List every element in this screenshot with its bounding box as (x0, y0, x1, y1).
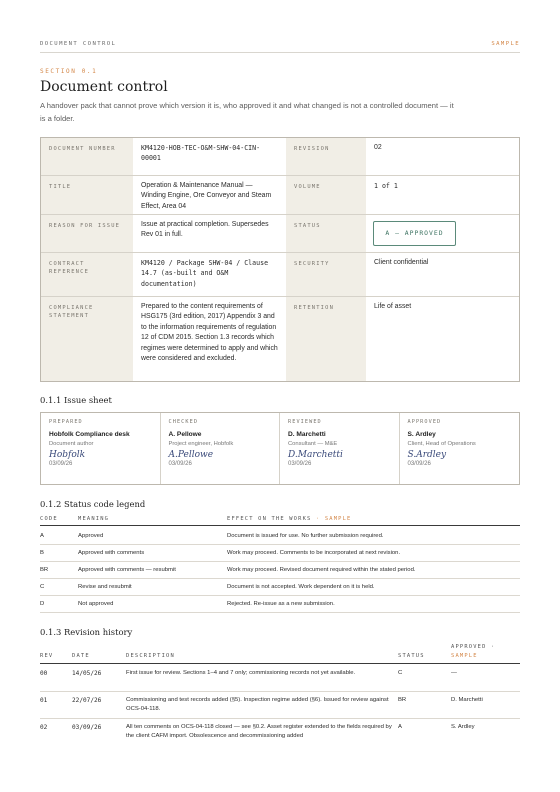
rev-number: 01 (40, 697, 48, 704)
col-header-effect-sep: · (311, 516, 325, 522)
dc-label: VOLUME (286, 176, 366, 214)
legend-meaning: Approved (78, 533, 104, 539)
legend-code: C (40, 584, 45, 590)
rev-approved: — (451, 670, 457, 676)
revision-value: 02 (374, 144, 382, 151)
issue-date: 03/09/26 (407, 461, 431, 467)
col-header-rev: REV (40, 653, 54, 659)
issue-label: REVIEWED (288, 419, 322, 425)
rev-date: 14/05/26 (72, 670, 102, 677)
dc-label: TITLE (41, 176, 133, 214)
sample-mark: SAMPLE (491, 41, 520, 47)
rev-description: Commissioning and test records added (§5). Inspection regime added (§6). Issued for review against OCS-04-118. (126, 697, 389, 712)
issue-role: Consultant — M&E (288, 441, 338, 447)
revision-history-heading: 0.1.3 Revision history (40, 627, 133, 637)
retention-value: Life of asset (374, 303, 412, 310)
rev-status: A (398, 724, 402, 730)
signature: Hobfolk (49, 450, 86, 460)
issue-name: S. Ardley (407, 431, 436, 438)
dc-label: CONTRACT REFERENCE (41, 253, 133, 296)
rev-description: First issue for review. Sections 1–4 and 7 only; commissioning records not yet available. (126, 670, 356, 676)
issue-cell-checked (161, 413, 281, 484)
legend-code: A (40, 533, 44, 539)
dc-label: STATUS (286, 215, 366, 252)
legend-row (40, 527, 520, 545)
dc-row-document-number (41, 138, 519, 176)
issue-name: A. Pellowe (168, 431, 202, 438)
signature: A.Pellowe (168, 450, 214, 460)
col-header-approved: APPROVED · (451, 644, 496, 650)
section-label: SECTION 0.1 (40, 68, 98, 75)
dc-row-contract (41, 253, 519, 297)
security-value: Client confidential (374, 259, 429, 266)
revision-row (40, 692, 520, 719)
col-header-date: DATE (72, 653, 90, 659)
title-value: Operation & Maintenance Manual — Winding Engine, Ore Conveyor and Steam Effect, Area 04 (141, 182, 272, 210)
volume-value: 1 of 1 (374, 182, 398, 190)
document-number-value: KM4120-HOB-TEC-O&M-SHW-04-CIN-00001 (141, 144, 261, 163)
issue-cell-prepared (41, 413, 161, 484)
issue-sheet-table (40, 412, 520, 485)
dc-label: REASON FOR ISSUE (41, 215, 133, 252)
contract-value: KM4120 / Package SHW-04 / Clause 14.7 (as-built and O&M documentation) (141, 259, 269, 288)
rev-date: 03/09/26 (72, 724, 102, 731)
running-header (40, 41, 520, 51)
issue-sheet-heading: 0.1.1 Issue sheet (40, 395, 112, 405)
legend-meaning: Approved with comments (78, 550, 145, 556)
legend-code: BR (40, 567, 49, 573)
legend-row (40, 545, 520, 562)
rev-approved: D. Marchetti (451, 697, 483, 703)
status-badge: A — APPROVED (373, 221, 456, 246)
legend-header-row (40, 514, 520, 526)
issue-date: 03/09/26 (288, 461, 312, 467)
status-legend-heading: 0.1.2 Status code legend (40, 499, 146, 509)
dc-label: RETENTION (286, 297, 366, 381)
rev-status: C (398, 670, 403, 676)
issue-date: 03/09/26 (49, 461, 73, 467)
issue-cell-approved (400, 413, 520, 484)
issue-label: CHECKED (168, 419, 199, 425)
issue-name: Hobfolk Compliance desk (49, 431, 130, 438)
col-header-status: STATUS (398, 653, 425, 659)
legend-effect: Document is issued for use. No further submission required. (227, 533, 384, 539)
issue-role: Document author (49, 441, 94, 447)
dc-row-title (41, 176, 519, 215)
lede-paragraph: A handover pack that cannot prove which version it is, who approved it and what changed is not a controlled document — it is a folder. (40, 101, 454, 123)
legend-meaning: Approved with comments — resubmit (78, 567, 176, 573)
signature: S.Ardley (407, 450, 447, 460)
legend-code: D (40, 601, 45, 607)
rev-number: 02 (40, 724, 48, 731)
issue-role: Client, Head of Operations (407, 441, 476, 447)
reason-value: Issue at practical completion. Supersedes Rev 01 in full. (141, 221, 269, 239)
legend-meaning: Not approved (78, 601, 114, 607)
signature: D.Marchetti (288, 450, 343, 460)
compliance-value: Prepared to the content requirements of HSG175 (3rd edition, 2017) Appendix 3 and to the information requirements of regulation 12 of CDM 2015. Section 1.3 records which regimes were determined to apply and which were considered and excluded. (141, 303, 278, 363)
running-header-title: DOCUMENT CONTROL (40, 41, 117, 47)
rev-date: 22/07/26 (72, 697, 102, 704)
issue-label: PREPARED (49, 419, 83, 425)
revision-row (40, 665, 520, 692)
col-header-description: DESCRIPTION (126, 653, 175, 659)
rev-status: BR (398, 697, 407, 703)
legend-row (40, 562, 520, 579)
revision-header-row (40, 642, 520, 664)
dc-label: COMPLIANCE STATEMENT (41, 297, 133, 381)
issue-cell-reviewed (280, 413, 400, 484)
legend-code: B (40, 550, 44, 556)
legend-row (40, 596, 520, 613)
dc-label: SECURITY (286, 253, 366, 296)
col-header-code: CODE (40, 516, 58, 522)
dc-label: REVISION (286, 138, 366, 175)
col-header-meaning: MEANING (78, 516, 110, 522)
status-cell (366, 215, 519, 252)
legend-effect: Work may proceed. Comments to be incorporated at next revision. (227, 550, 401, 556)
issue-label: APPROVED (407, 419, 442, 425)
col-header-approved-accent: SAMPLE (451, 653, 478, 659)
legend-effect: Rejected. Re-issue as a new submission. (227, 601, 335, 607)
legend-row (40, 579, 520, 596)
legend-effect: Document is not accepted. Work dependent on it is held. (227, 584, 375, 590)
legend-effect: Work may proceed. Revised document required within the stated period. (227, 567, 416, 573)
col-header-effect-text: EFFECT ON THE WORKS (227, 516, 312, 522)
col-header-effect (227, 516, 352, 522)
dc-row-reason (41, 215, 519, 253)
rev-description: All ten comments on OCS-04-118 closed — see §0.2. Asset register extended to the fields required by the client CAFM import. Obsolescence and decommissioning added (126, 724, 392, 739)
header-divider (40, 52, 520, 53)
rev-number: 00 (40, 670, 48, 677)
revision-row (40, 719, 520, 745)
col-header-effect-accent: SAMPLE (324, 516, 352, 522)
issue-name: D. Marchetti (288, 431, 326, 438)
dc-row-compliance (41, 297, 519, 381)
issue-date: 03/09/26 (168, 461, 192, 467)
page-title: Document control (40, 79, 168, 95)
document-control-table (40, 137, 520, 382)
issue-role: Project engineer, Hobfolk (168, 441, 234, 447)
dc-label: DOCUMENT NUMBER (41, 138, 133, 175)
legend-meaning: Revise and resubmit (78, 584, 132, 590)
rev-approved: S. Ardley (451, 724, 475, 730)
